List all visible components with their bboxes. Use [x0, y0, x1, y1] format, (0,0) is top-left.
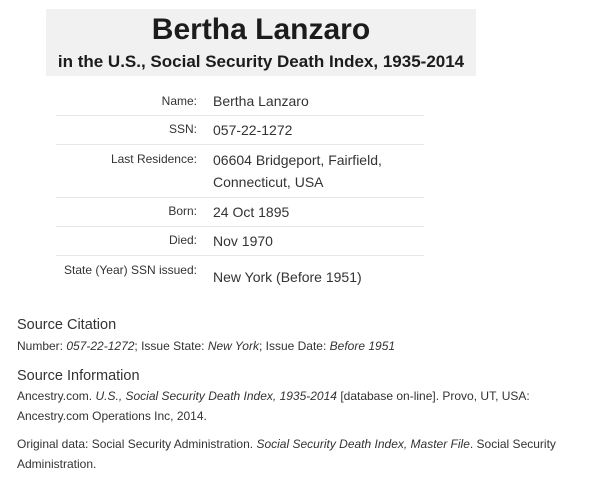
source-information-text	[17, 386, 577, 426]
info-p1-title: U.S., Social Security Death Index, 1935-2014	[95, 389, 337, 403]
fact-row-died	[56, 226, 424, 255]
source-citation-heading: Source Citation	[17, 317, 117, 333]
fact-row-last-residence	[56, 144, 424, 197]
citation-sep-date: ; Issue Date:	[258, 339, 327, 353]
original-data-text	[17, 434, 577, 474]
fact-row-born	[56, 197, 424, 226]
fact-label: SSN:	[168, 122, 197, 136]
citation-number-label: Number:	[17, 339, 64, 353]
citation-issue-state: New York	[207, 339, 259, 353]
info-p2-title: Social Security Death Index, Master File	[256, 437, 470, 451]
fact-value: Nov 1970	[213, 232, 273, 249]
fact-label: Last Residence:	[110, 151, 197, 166]
fact-row-name	[56, 88, 424, 115]
source-citation-text	[17, 336, 577, 356]
info-p1-suffix: [database on-line]. Provo, UT, USA: Ancestry.com Operations Inc, 2014.	[17, 389, 530, 423]
citation-number-value: 057-22-1272	[66, 339, 135, 353]
fact-label: Born:	[168, 204, 197, 218]
facts-table	[56, 88, 424, 297]
info-p2-suffix: . Social Security Administration.	[17, 437, 556, 471]
fact-label: Died:	[168, 233, 197, 247]
citation-sep-state: ; Issue State:	[134, 339, 205, 353]
fact-value: Bertha Lanzaro	[213, 93, 309, 110]
fact-value: 06604 Bridgeport, Fairfield, Connecticut, USA	[213, 151, 382, 190]
fact-value: 057-22-1272	[213, 121, 293, 138]
fact-value: New York (Before 1951)	[213, 268, 362, 285]
citation-issue-date: Before 1951	[329, 339, 396, 353]
info-p2-prefix: Original data: Social Security Administration.	[17, 437, 254, 451]
record-header	[46, 9, 476, 76]
fact-label: State (Year) SSN issued:	[64, 262, 197, 277]
fact-row-ssn-issued	[56, 255, 424, 297]
fact-value: 24 Oct 1895	[213, 203, 290, 220]
source-information-heading: Source Information	[17, 368, 140, 384]
fact-label: Name:	[161, 93, 197, 108]
fact-row-ssn	[56, 115, 424, 144]
person-name-title: Bertha Lanzaro	[151, 13, 371, 46]
collection-subtitle: in the U.S., Social Security Death Index, 1935-2014	[57, 52, 465, 71]
info-p1-prefix: Ancestry.com.	[17, 389, 93, 403]
